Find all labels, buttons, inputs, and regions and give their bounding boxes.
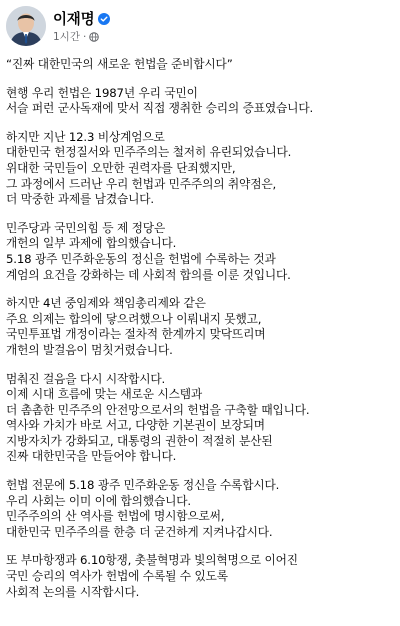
post-text-line: 개헌의 일부 과제에 합의했습니다. <box>6 236 177 251</box>
post-body <box>0 57 400 600</box>
post-text-line: 또 부마항쟁과 6.10항쟁, 촛불혁명과 빛의혁명으로 이어진 <box>6 553 298 568</box>
post-text-line: 대한민국 헌정질서와 민주주의는 철저히 유린되었습니다. <box>6 145 292 160</box>
author-name[interactable]: 이재명 <box>53 12 95 28</box>
post-text-line: 진짜 대한민국을 만들어야 합니다. <box>6 449 177 464</box>
separator-dot: · <box>82 30 87 43</box>
post-text-line: 국민투표법 개정이라는 절차적 한계까지 맞닥뜨리며 <box>6 327 266 342</box>
post-text-line: 이제 시대 흐름에 맞는 새로운 시스템과 <box>6 387 203 402</box>
post-header <box>0 6 400 46</box>
post-text-line: 대한민국 민주주의를 한층 더 굳건하게 지켜나갑시다. <box>6 524 273 539</box>
post-paragraph <box>6 296 392 358</box>
avatar-portrait <box>6 6 46 46</box>
post-text-line: 멈춰진 걸음을 다시 시작합시다. <box>6 371 166 386</box>
post-text-line: 더 막중한 과제를 남겼습니다. <box>6 192 154 207</box>
post-subinfo <box>53 30 110 44</box>
post-text-line: 지방자치가 강화되고, 대통령의 권한이 적절히 분산된 <box>6 433 273 448</box>
post-text-line: 우리 사회는 이미 이에 합의했습니다. <box>6 493 191 508</box>
author-avatar[interactable] <box>6 6 46 46</box>
post-text-line: 5.18 광주 민주화운동의 정신을 헌법에 수록하는 것과 <box>6 251 276 266</box>
post-text-line: 더 촘촘한 민주주의 안전망으로서의 헌법을 구축할 때입니다. <box>6 402 310 417</box>
post-text-line: 사회적 논의를 시작합시다. <box>6 584 140 599</box>
author-row <box>53 9 110 29</box>
post-text-line: 헌법 전문에 5.18 광주 민주화운동 정신을 수록합시다. <box>6 478 280 493</box>
post-paragraph <box>6 372 392 466</box>
post-timestamp[interactable]: 1시간 <box>53 31 80 43</box>
post-text-line: 현행 우리 헌법은 1987년 우리 국민이 <box>6 85 198 100</box>
post-text-line: 민주주의의 산 역사를 헌법에 명시함으로써, <box>6 509 225 524</box>
post-paragraph <box>6 478 392 540</box>
post-text-line: 국민 승리의 역사가 헌법에 수록될 수 있도록 <box>6 569 228 584</box>
post-paragraph <box>6 553 392 600</box>
post-text-line: 주요 의제는 합의에 닿으려했으나 이뤄내지 못했고, <box>6 311 262 326</box>
verified-badge-icon <box>98 13 110 25</box>
post-text-line: 서슬 퍼런 군사독재에 맞서 직접 쟁취한 승리의 증표였습니다. <box>6 101 314 116</box>
post-text-line: 하지만 4년 중임제와 책임총리제와 같은 <box>6 296 206 311</box>
post-text-line: 그 과정에서 드러난 우리 헌법과 민주주의의 취약점은, <box>6 176 277 191</box>
globe-icon[interactable] <box>89 32 99 42</box>
post-text-line: 위대한 국민들이 오만한 권력자를 단죄했지만, <box>6 160 236 175</box>
post-text-line: 하지만 지난 12.3 비상계엄으로 <box>6 129 165 144</box>
post-text-line: 개헌의 발걸음이 멈칫거렸습니다. <box>6 342 173 357</box>
post-paragraph <box>6 86 392 117</box>
post-text-line: 역사와 가치가 바로 서고, 다양한 기본권이 보장되며 <box>6 418 265 433</box>
post-text-line: 계엄의 요건을 강화하는 데 사회적 합의를 이룬 것입니다. <box>6 267 291 282</box>
post-text-line: “진짜 대한민국의 새로운 헌법을 준비합시다” <box>6 57 233 71</box>
post-meta <box>53 9 110 44</box>
post-paragraph <box>6 130 392 208</box>
post-paragraph <box>6 221 392 283</box>
post-text-line: 민주당과 국민의힘 등 제 정당은 <box>6 220 166 235</box>
post-paragraph <box>6 57 392 73</box>
